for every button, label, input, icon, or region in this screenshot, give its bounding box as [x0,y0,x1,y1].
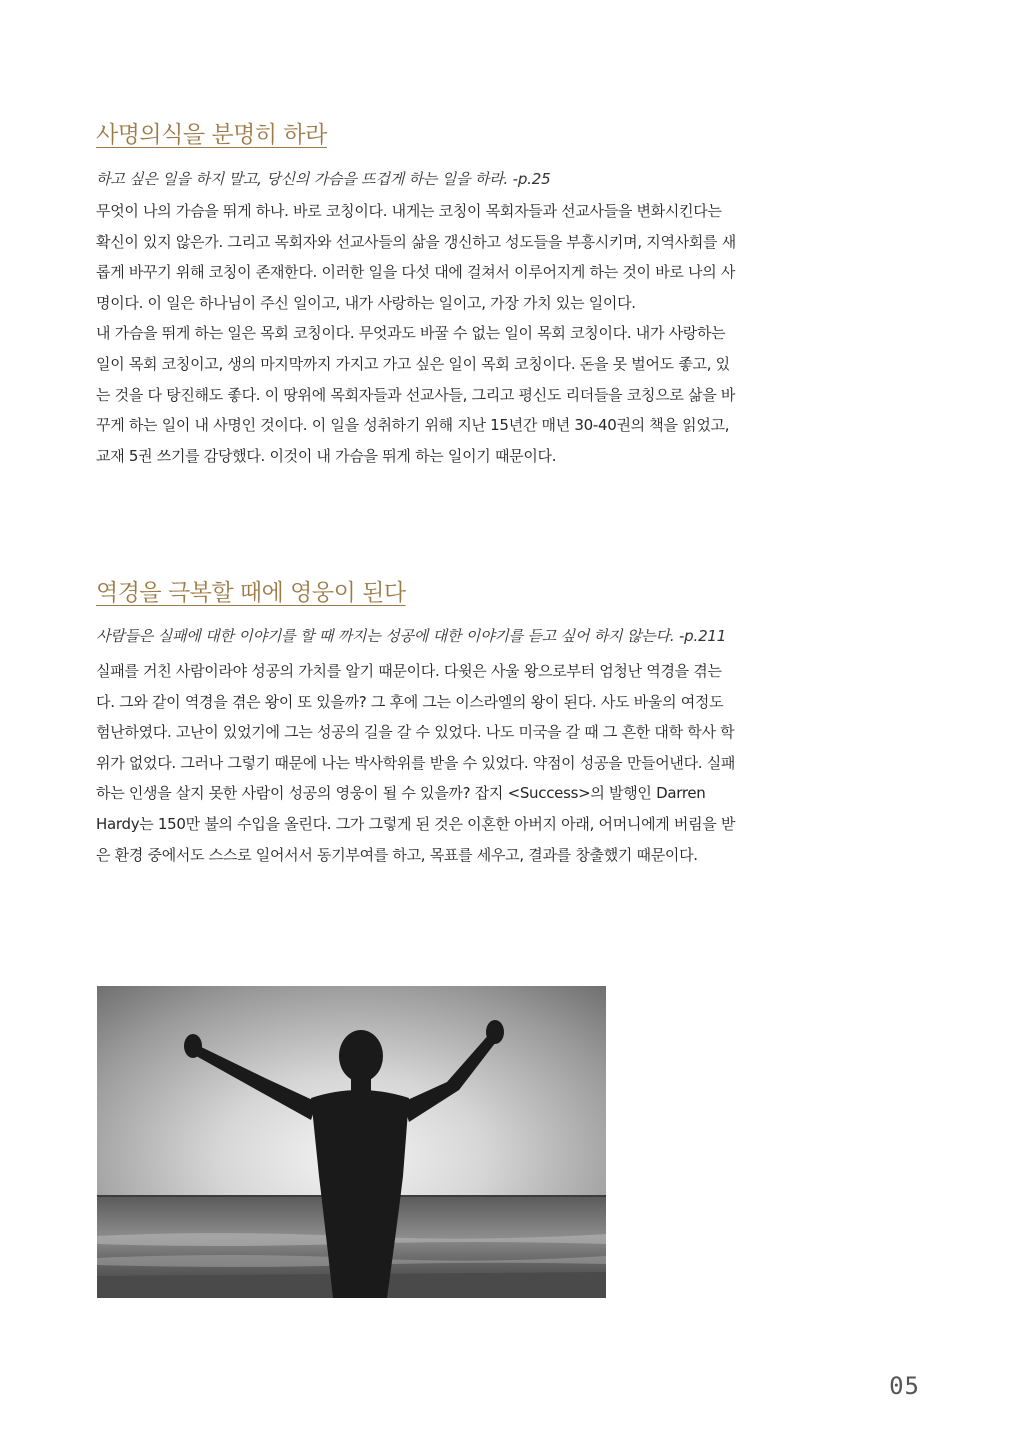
page-number: 05 [889,1372,920,1400]
section-heading: 역경을 극복할 때에 영웅이 된다 [96,580,406,606]
section-mission [96,120,736,471]
section-body: 실패를 거친 사람이라야 성공의 가치를 알기 때문이다. 다윗은 사울 왕으로부터 엄청난 역경을 겪는다. 그와 같이 역경을 겪은 왕이 또 있을까? 그 후에 그는 이스라엘의 왕이 된다. 사도 바울의 여정도 험난하였다. 고난이 있었기에 그는 성공의 길을 갈 수 있었다. 나도 미국을 갈 때 그 흔한 대학 학사 학위가 없었다. 그러나 그렇기 때문에 나는 박사학위를 받을 수 있었다. 약점이 성공을 만들어낸다. 실패하는 인생을 살지 못한 사람이 성공의 영웅이 될 수 있을까? 잡지 <Success>의 발행인 Darren Hardy는 150만 불의 수입을 올린다. 그가 그렇게 된 것은 이혼한 아버지 아래, 어머니에게 버림을 받은 환경 중에서도 스스로 일어서서 동기부여를 하고, 목표를 세우고, 결과를 창출했기 때문이다. [96,662,736,864]
section-hero [96,578,736,870]
section-body: 무엇이 나의 가슴을 뛰게 하나. 바로 코칭이다. 내게는 코칭이 목회자들과 선교사들을 변화시킨다는 확신이 있지 않은가. 그리고 목회자와 선교사들의 삶을 갱신하고 성도들을 부흥시키며, 지역사회를 새롭게 바꾸기 위해 코칭이 존재한다. 이러한 일을 다섯 대에 걸쳐서 이루어지게 하는 것이 바로 나의 사명이다. 이 일은 하나님이 주신 일이고, 내가 사랑하는 일이고, 가장 가치 있는 일이다. 내 가슴을 뛰게 하는 일은 목회 코칭이다. 무엇과도 바꿀 수 없는 일이 목회 코칭이다. 내가 사랑하는 일이 목회 코칭이고, 생의 마지막까지 가지고 가고 싶은 일이 목회 코칭이다. 돈을 못 벌어도 좋고, 있는 것을 다 탕진해도 좋다. 이 땅위에 목회자들과 선교사들, 그리고 평신도 리더들을 코칭으로 삶을 바꾸게 하는 일이 내 사명인 것이다. 이 일을 성취하기 위해 지난 15년간 매년 30-40권의 책을 읽었고, 교재 5권 쓰기를 감당했다. 이것이 내 가슴을 뛰게 하는 일이기 때문이다. [96,202,736,465]
section-quote: 사람들은 실패에 대한 이야기를 할 때 까지는 성공에 대한 이야기를 듣고 싶어 하지 않는다. -p.211 [96,627,727,645]
section-heading: 사명의식을 분명히 하라 [96,122,327,148]
silhouette-photo [97,986,606,1298]
section-quote: 하고 싶은 일을 하지 말고, 당신의 가슴을 뜨겁게 하는 일을 하라. -p.25 [96,170,551,188]
